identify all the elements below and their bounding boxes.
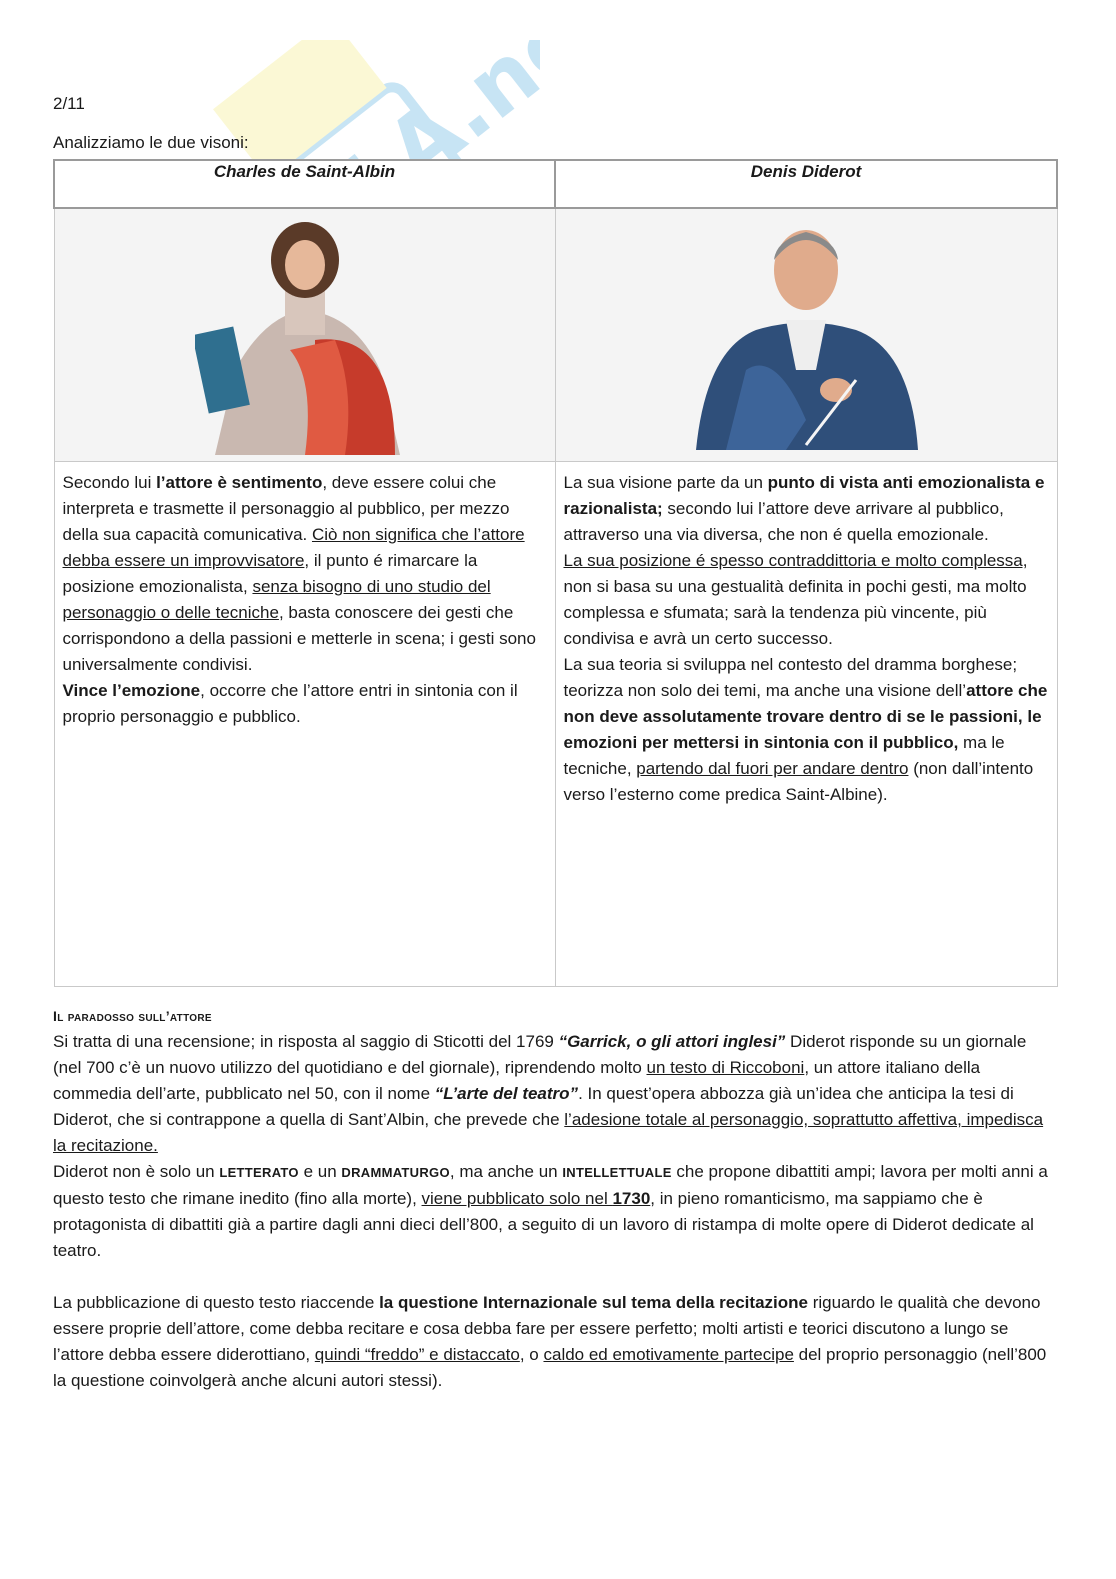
text-run: , deve essere colui che interpreta e trasmette il personaggio al pubblico, per mezzo della sua capacità comunicativa. [62,473,510,544]
header-saint-albin: Charles de Saint-Albin [54,160,555,208]
text-run: Diderot risponde su un giornale (nel 700 c’è un nuovo utilizzo del quotidiano e del giornale), riprendendo molto [53,1032,1027,1077]
paragraph-1 [53,1029,1056,1159]
text-run: del proprio personaggio (nell’800 la questione coinvolgerà anche alcuni autori stessi). [53,1345,1047,1390]
section-title: Il paradosso sull’attore [53,1008,212,1024]
underlined-run: Ciò non significa che l’attore debba essere un improvvisatore [62,525,525,570]
underlined-run: un testo di Riccoboni [646,1058,805,1077]
page-number: 2/11 [53,94,85,113]
bold-run: attore che non deve assolutamente trovare dentro di se le passioni, le emozioni per mettersi in sintonia con il pubblico, [563,681,1048,752]
underlined-run: senza bisogno di uno studio del personaggio o delle tecniche [62,577,491,622]
underlined-run: La sua posizione é spesso contraddittoria e molto complessa, [563,551,1028,570]
text-run: , un attore italiano della commedia dell’arte, pubblicato nel 50, con il nome [53,1058,981,1103]
image-cell-saint-albin [54,208,555,462]
text-run: , ma anche un [449,1162,563,1181]
underlined-run: caldo ed emotivamente partecipe [543,1345,794,1364]
comparison-table [53,159,1058,987]
text-cell-diderot [555,462,1057,987]
bold-italic-run: “L’arte del teatro” [434,1084,579,1103]
text-run: La pubblicazione di questo testo riaccende [53,1293,380,1312]
text-run: La sua teoria si sviluppa nel contesto del dramma borghese; teorizza non solo dei temi, ma anche una visione dell’ [563,655,1018,700]
bold-run: Vince l’emozione [62,681,201,700]
text-run: Si tratta di una recensione; in risposta al saggio di Sticotti del 1769 [53,1032,559,1051]
text-run: secondo lui l’attore deve arrivare al pubblico, attraverso una via diversa, che non é quella emozionale. [563,499,1004,544]
paragraph-gap [53,1264,1056,1290]
underlined-run: partendo dal fuori per andare dentro [636,759,909,778]
text-run: , il punto é rimarcare la posizione emozionalista, [62,551,478,596]
text-run: riguardo le qualità che devono essere proprie dell’attore, come debba recitare e cosa debba fare per essere perfetto; molti artisti e teorici discutono a lungo se l’attore debba essere diderottiano, [53,1293,1041,1364]
text-cell-saint-albin [54,462,555,987]
bold-run: l’attore è sentimento [156,473,323,492]
text-run: (non dall’intento verso l’esterno come predica Saint-Albine). [563,759,1034,804]
text-run: ma le tecniche, [563,733,1005,778]
portrait-saint-albin-icon [195,220,415,455]
portrait-diderot-icon [686,220,926,455]
text-run: che propone dibattiti ampi; lavora per molti anni a questo testo che rimane inedito (fino alla morte), [53,1162,1048,1208]
bold-run: punto di vista anti emozionalista e razionalista; [563,473,1045,518]
text-run: , o [519,1345,544,1364]
text-run: . In quest’opera abbozza già un’idea che anticipa la tesi di Diderot, che si contrappone a quella di Sant’Albin, che prevede che [53,1084,1014,1129]
paragraph-2 [53,1159,1056,1264]
smallcaps-run: INTELLETTUALE [562,1165,672,1180]
text-run: , in pieno romanticismo, ma sappiamo che è protagonista di dibattiti già a partire dagli anni dieci dell’800, a seguito di un lavoro di ristampa di molte opere di Diderot dedicate al teatro. [53,1189,1034,1260]
smallcaps-run: DRAMMATURGO [341,1165,450,1180]
bold-run: la questione Internazionale sul tema della recitazione [379,1293,808,1312]
text-run: , occorre che l’attore entri in sintonia con il proprio personaggio e pubblico. [62,681,518,726]
underlined-run: quindi “freddo” e distaccato [314,1345,520,1364]
text-run: , basta conoscere dei gesti che corrispondono a della passioni e metterle in scena; i gesti sono universalmente condivisi. [62,603,536,674]
text-run: La sua visione parte da un [563,473,768,492]
section-paradosso [53,1003,1056,1394]
underlined-run: viene pubblicato solo nel [421,1189,613,1208]
bold-italic-run: “Garrick, o gli attori inglesi” [558,1032,786,1051]
paragraph-3 [53,1290,1056,1394]
text-run: Diderot non è solo un [53,1162,220,1181]
text-run: e un [298,1162,342,1181]
text-run: non si basa su una gestualità definita in pochi gesti, ma molto complessa e sfumata; sarà la tendenza più vincente, più condivisa e avrà un certo successo. [563,577,1027,648]
smallcaps-run: LETTERATO [219,1165,299,1180]
text-run: Secondo lui [62,473,157,492]
intro-line: Analizziamo le due visoni: [53,133,249,152]
header-diderot: Denis Diderot [555,160,1057,208]
bold-underlined-run: 1730 [612,1189,651,1208]
image-cell-diderot [555,208,1057,462]
underlined-run: l’adesione totale al personaggio, soprattutto affettiva, impedisca la recitazione. [53,1110,1044,1155]
